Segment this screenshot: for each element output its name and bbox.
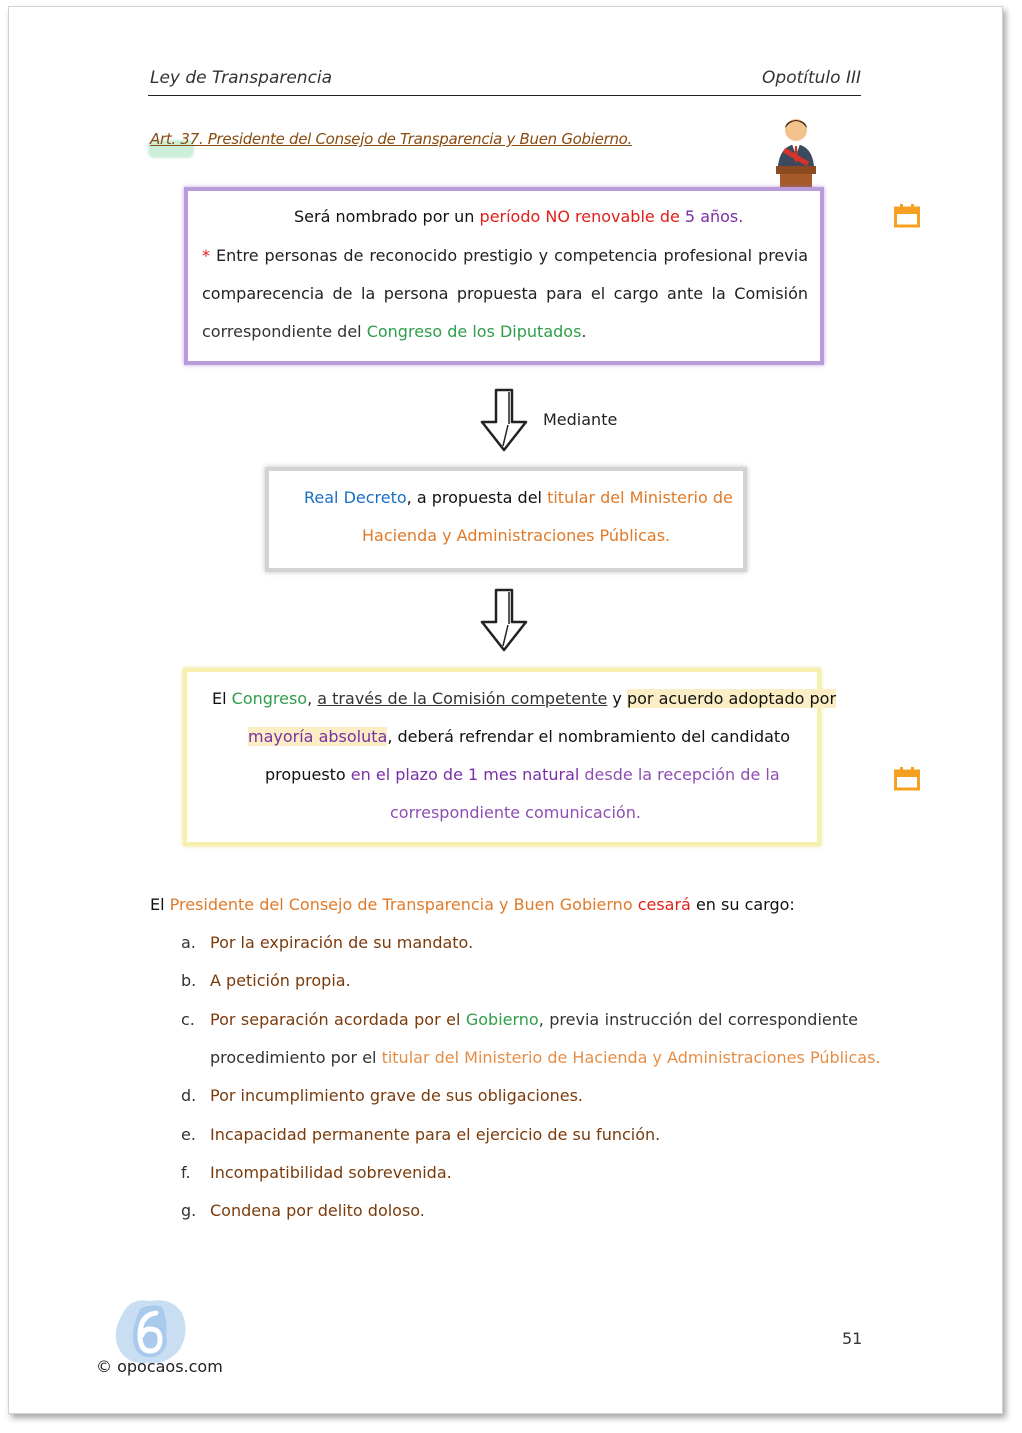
page-number: 51 — [842, 1329, 863, 1348]
running-header-left: Ley de Transparencia — [150, 68, 333, 88]
list-letter: b. — [181, 971, 197, 990]
list-item-b: A petición propia. — [210, 971, 351, 990]
box2-line2: Hacienda y Administraciones Públicas. — [362, 526, 671, 545]
box2-line1: Real Decreto, a propuesta del titular del Ministerio de — [304, 488, 733, 507]
list-letter: f. — [181, 1163, 191, 1182]
list-letter: c. — [181, 1010, 195, 1029]
box1-line3: comparecencia de la persona propuesta para el cargo ante la Comisión — [202, 284, 808, 303]
mediante-label: Mediante — [543, 410, 618, 429]
list-letter: e. — [181, 1125, 196, 1144]
header-rule — [148, 95, 861, 96]
article-title: Art. 37. Presidente del Consejo de Transparencia y Buen Gobierno. — [150, 130, 632, 148]
box3-line3: propuesto en el plazo de 1 mes natural desde la recepción de la — [265, 765, 780, 784]
calendar-icon — [894, 204, 920, 228]
arrow-down-icon-2 — [478, 588, 530, 654]
real-decreto-box — [265, 467, 747, 572]
list-item-a: Por la expiración de su mandato. — [210, 933, 474, 952]
box1-line4: correspondiente del Congreso de los Diputados. — [202, 322, 587, 341]
cese-intro: El Presidente del Consejo de Transparencia y Buen Gobierno cesará en su cargo: — [150, 895, 795, 914]
list-letter: d. — [181, 1086, 197, 1105]
list-item-f: Incompatibilidad sobrevenida. — [210, 1163, 452, 1182]
box3-line4: correspondiente comunicación. — [390, 803, 641, 822]
box3-line2: mayoría absoluta, deberá refrendar el nombramiento del candidato — [248, 727, 790, 746]
arrow-down-icon — [478, 388, 530, 454]
list-item-g: Condena por delito doloso. — [210, 1201, 425, 1220]
box1-line1: Será nombrado por un período NO renovable de 5 años. — [294, 207, 744, 226]
copyright: © opocaos.com — [96, 1357, 223, 1376]
list-item-c-line1: Por separación acordada por el Gobierno, previa instrucción del correspondiente — [210, 1010, 858, 1029]
list-letter: g. — [181, 1201, 197, 1220]
box1-line2: * Entre personas de reconocido prestigio y competencia profesional previa — [202, 246, 808, 265]
box3-line1: El Congreso, a través de la Comisión competente y por acuerdo adoptado por — [212, 689, 837, 708]
list-item-c-line2: procedimiento por el titular del Ministerio de Hacienda y Administraciones Públicas. — [210, 1048, 881, 1067]
list-letter: a. — [181, 933, 196, 952]
presidente-icon — [770, 116, 822, 190]
calendar-icon-2 — [894, 767, 920, 791]
list-item-d: Por incumplimiento grave de sus obligaciones. — [210, 1086, 584, 1105]
running-header-right: Opotítulo III — [762, 68, 861, 88]
list-item-e: Incapacidad permanente para el ejercicio de su función. — [210, 1125, 661, 1144]
